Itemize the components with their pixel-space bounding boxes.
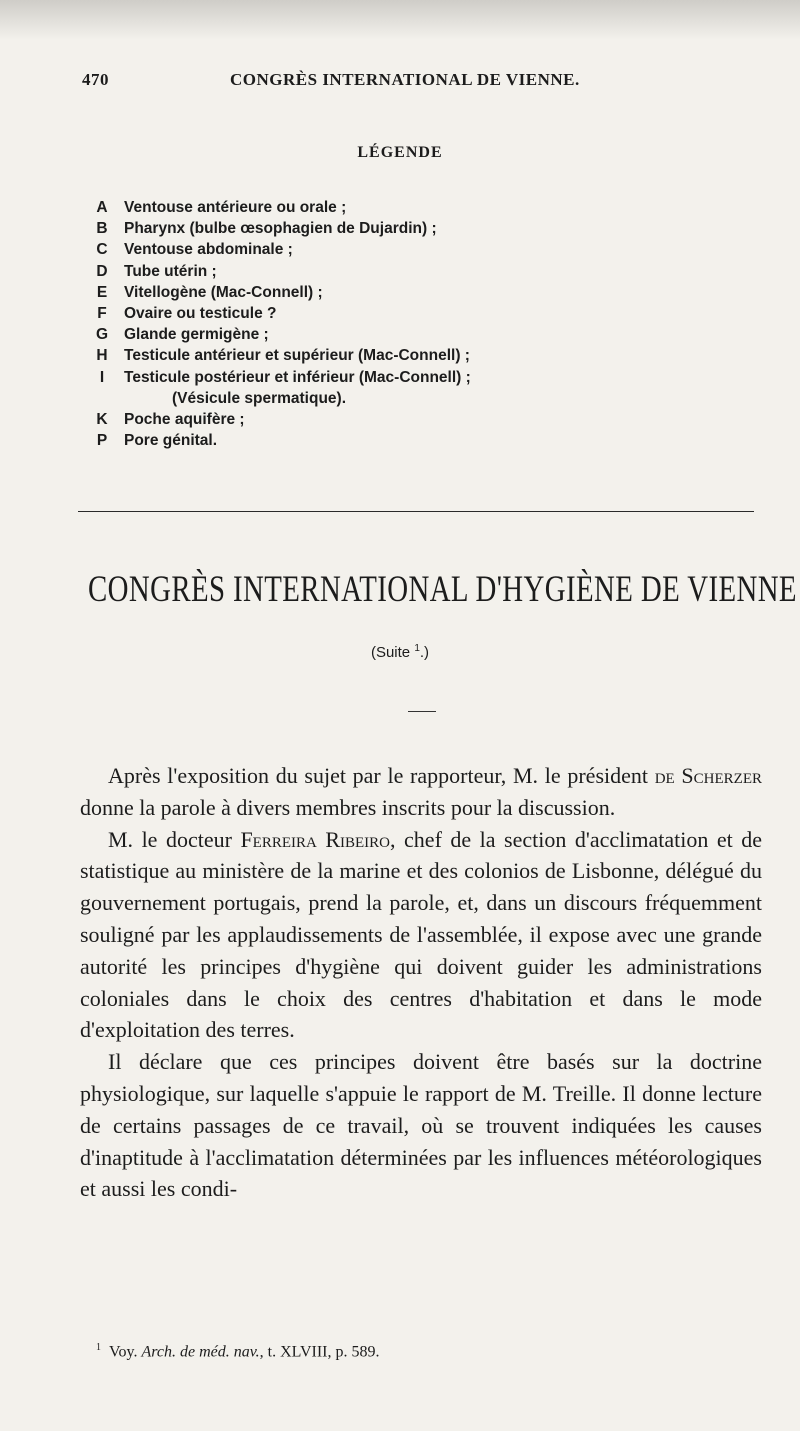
legend-key: A: [96, 199, 108, 216]
suite-close: .): [419, 644, 430, 661]
legend-text: Testicule antérieur et supérieur (Mac-Connell) ;: [124, 347, 470, 365]
legend-item: [94, 218, 734, 239]
legend-item: [94, 197, 734, 218]
legend-text: Poche aquifère ;: [124, 410, 245, 428]
legend-text: Glande germigène ;: [124, 326, 269, 344]
footnote-rest: , t. XLVIII, p. 589.: [259, 1343, 380, 1361]
suite-label: (Suite: [370, 644, 411, 661]
legend-item: [94, 282, 734, 303]
legend-item: [94, 388, 734, 409]
journal-title: Arch. de méd. nav.: [141, 1343, 260, 1361]
paragraph: [80, 760, 762, 824]
legend-item: [94, 409, 734, 430]
person-name: de Scherzer: [654, 763, 762, 788]
legend-item: [94, 324, 734, 345]
text-run: M. le docteur: [108, 826, 241, 852]
footnote: [96, 1342, 756, 1361]
legend-item: [94, 430, 734, 451]
suite-note: [0, 643, 800, 661]
text-run: donne la parole à divers membres inscrits pour la discussion.: [80, 794, 616, 820]
legend-text: Pharynx (bulbe œsophagien de Dujardin) ;: [124, 220, 437, 238]
legend-key: K: [96, 410, 108, 428]
running-title: CONGRÈS INTERNATIONAL DE VIENNE.: [230, 70, 580, 89]
person-name: Ferreira Ribeiro: [240, 826, 391, 852]
page-header: [82, 70, 772, 100]
footnote-mark: 1: [96, 1342, 101, 1353]
paragraph: Il déclare que ces principes doivent être basés sur la doctrine physiologique, sur laquelle s'appuie le rapport de M. Treille. Il donne lecture de certains passages de ce travail, où se trouvent indiquées les causes d'inaptitude à l'acclimatation déterminées par les influences météorologiques et aussi les condi-: [80, 1049, 762, 1202]
legend-key: C: [96, 241, 108, 259]
legend-text: Pore génital.: [124, 432, 218, 450]
legend-key: B: [96, 220, 108, 238]
legend-text: Ventouse antérieure ou orale ;: [124, 199, 347, 216]
legend-item: [94, 239, 734, 260]
legend-list: [94, 197, 734, 451]
text-run: , chef de la section d'acclimatation et de statistique au ministère de la marine et des colonios de Lisbonne, délégué du gouvernement portugais, prend la parole, et, dans un discours fréquemment souligné par les applaudissements de l'assemblée, il expose avec une grande autorité les principes d'hygiène qui doivent guider les administrations coloniales dans le choix des centres d'habitation et dans le mode d'exploitation des terres.: [80, 826, 763, 1043]
section-divider: [78, 511, 754, 512]
text-run: Après l'exposition du sujet par le rapporteur, M. le président: [108, 763, 655, 788]
legend-text: Ventouse abdominale ;: [124, 241, 293, 259]
section-title: CONGRÈS INTERNATIONAL D'HYGIÈNE DE VIENNE: [88, 569, 797, 610]
footnote-prefix: Voy.: [109, 1343, 142, 1361]
legend-text: (Vésicule spermatique).: [172, 389, 347, 407]
paragraph: [80, 824, 762, 1047]
legend-item: [94, 367, 734, 388]
legend-text: Testicule postérieur et inférieur (Mac-Connell) ;: [124, 368, 471, 386]
legend-text: Tube utérin ;: [124, 262, 217, 280]
separator-dash: [408, 711, 436, 712]
legend-item: [94, 261, 734, 282]
legend-key: E: [96, 283, 108, 301]
legend-item: [94, 345, 734, 366]
legend-key: I: [99, 368, 105, 386]
legend-key: F: [97, 304, 107, 322]
legend-title: LÉGENDE: [357, 144, 443, 161]
body-text: [80, 760, 762, 1205]
legend-key: G: [95, 326, 109, 344]
legend-item: [94, 303, 734, 324]
legend-key: H: [96, 347, 108, 365]
page-number: 470: [82, 70, 109, 89]
legend-key: P: [96, 432, 108, 450]
scan-shadow: [0, 0, 800, 40]
legend-key: D: [96, 262, 108, 280]
legend-text: Vitellogène (Mac-Connell) ;: [124, 283, 323, 301]
footnote-ref: 1: [414, 643, 420, 654]
legend-text: Ovaire ou testicule ?: [124, 304, 277, 322]
